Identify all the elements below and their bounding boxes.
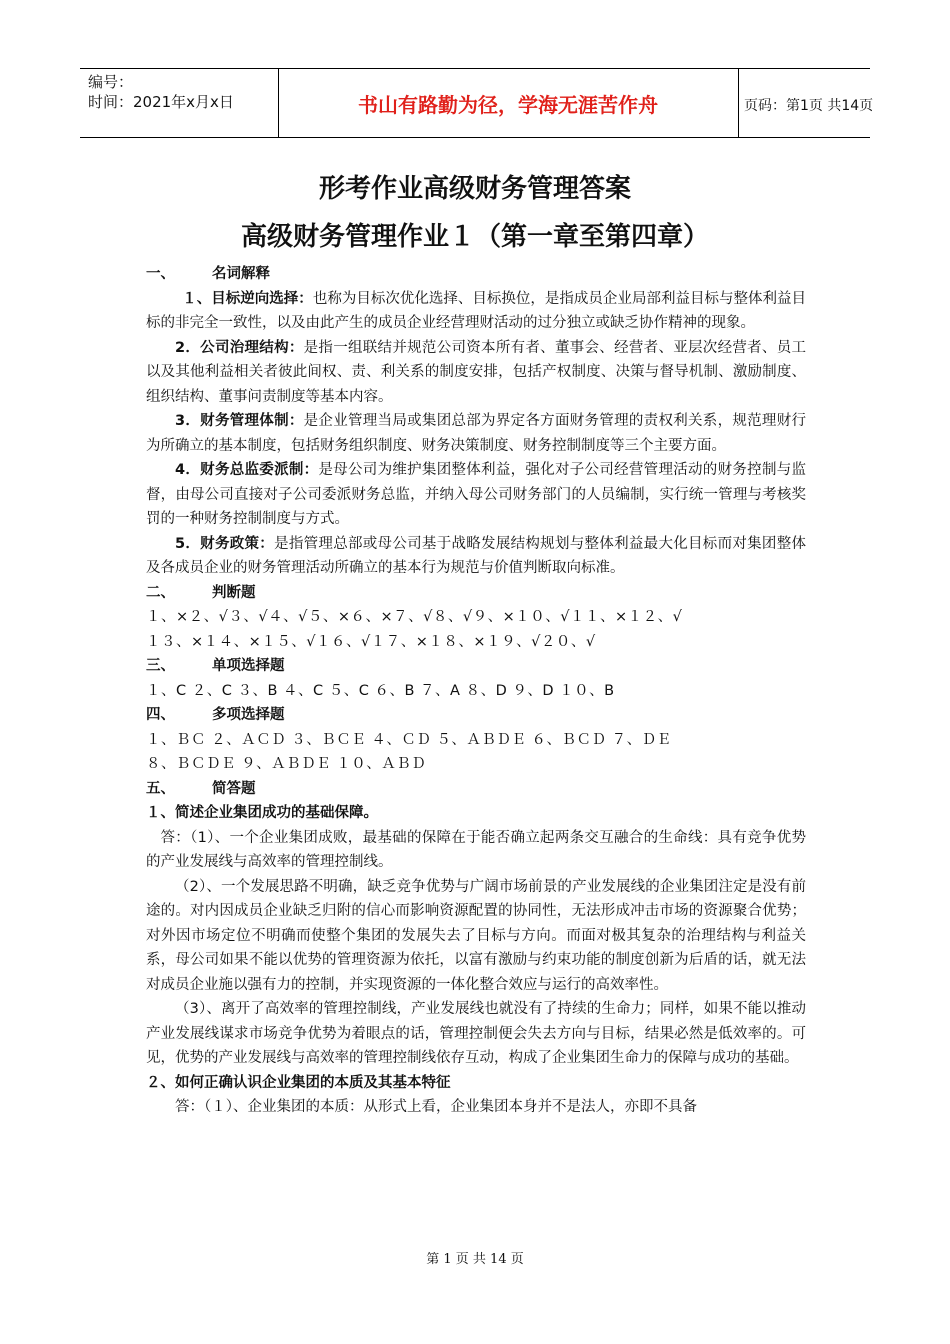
header-page-cell [738,69,874,137]
short-question: １、简述企业集团成功的基础保障。 [146,805,378,821]
document-time-label: 时间：2021年x月x日 [88,93,234,111]
term-name: 3．财务管理体制： [175,413,304,429]
section-label: 多项选择题 [212,707,285,723]
term-paragraph [146,336,806,410]
term-definition: 是企业管理当局或集团总部为界定各方面财务管理的责权利关系，规范理财行为所确立的基本制度，包括财务组织制度、财务决策制度、财务控制制度等三个主要方面。 [146,413,806,454]
header-left-cell [80,69,279,137]
section-number: 二、 [146,584,175,601]
page-header [80,68,874,138]
term-definition: 是指一组联结并规范公司资本所有者、董事会、经营者、亚层次经营者、员工以及其他利益相关者彼此间权、责、利关系的制度安排，包括产权制度、决策与督导机制、激励制度、组织结构、董事问责制度等基本内容。 [146,339,806,405]
document-body [146,262,806,1120]
document-number-label: 编号： [88,73,134,91]
document-title: 形考作业高级财务管理答案 [318,174,631,204]
section-heading-short-answer [146,777,806,802]
page-footer: 第 1 页 共 14 页 [426,1252,524,1267]
term-paragraph [146,458,806,532]
judge-answers-line: １、×２、√３、√４、√５、×６、×７、√８、√９、×１０、√１１、×１２、√ [146,609,683,625]
short-answer-paragraph: 答：（１）、企业集团的本质：从形式上看，企业集团本身并不是法人，亦即不具备 [175,1099,697,1115]
short-answer-paragraph: 答：（1）、一个企业集团成败，最基础的保障在于能否确立起两条交互融合的生命线：具有竞争优势的产业发展线与高效率的管理控制线。 [146,829,806,870]
section-label: 判断题 [212,584,256,601]
section-heading-single-choice [146,654,806,679]
section-label: 名词解释 [212,266,270,282]
multi-choice-answers-line: ８、ＢＣＤＥ ９、ＡＢＤＥ １０、ＡＢＤ [146,756,427,772]
section-heading-terms [146,262,806,287]
term-name: 4．财务总监委派制： [175,462,319,478]
section-number: 三、 [146,658,175,674]
term-definition: 也称为目标次优化选择、目标换位，是指成员企业局部利益目标与整体利益目标的非完全一致性，以及由此产生的成员企业经营理财活动的过分独立或缺乏协作精神的现象。 [146,290,807,331]
header-page-info: 页码：第1页 共14页 [744,98,874,114]
multi-choice-answers-line: １、ＢＣ ２、ＡＣＤ ３、ＢＣＥ ４、ＣＤ ５、ＡＢＤＥ ６、ＢＣＤ ７、ＤＥ [146,731,672,748]
section-number: 五、 [146,780,175,797]
document-subtitle: 高级财务管理作业１（第一章至第四章） [240,222,709,252]
short-answer-paragraph: （3）、离开了高效率的管理控制线，产业发展线也就没有了持续的生命力；同样，如果不能以推动产业发展线谋求市场竞争优势为着眼点的话，管理控制便会失去方向与目标，结果必然是低效率的。可见，优势的产业发展线与高效率的管理控制线依存互动，构成了企业集团生命力的保障与成功的基础。 [146,1001,806,1066]
section-heading-judge [146,581,806,606]
section-number: 四、 [146,707,175,723]
term-name: １、目标逆向选择： [182,290,313,307]
term-definition: 是指管理总部或母公司基于战略发展结构规划与整体利益最大化目标而对集团整体及各成员企业的财务管理活动所确立的基本行为规范与价值判断取向标准。 [146,535,806,576]
section-label: 简答题 [212,780,256,797]
header-motto: 书山有路勤为径，学海无涯苦作舟 [358,93,658,117]
section-number: 一、 [146,266,175,282]
section-heading-multi-choice [146,703,806,728]
term-name: 2．公司治理结构： [175,339,304,356]
single-choice-answers-line: １、C ２、C ３、B ４、C ５、C ６、B ７、A ８、D ９、D １０、B [146,682,615,699]
short-answer-paragraph: （2）、一个发展思路不明确，缺乏竞争优势与广阔市场前景的产业发展线的企业集团注定是没有前途的。对内因成员企业缺乏归附的信心而影响资源配置的协同性，无法形成冲击市场的资源聚合优势；对外因市场定位不明确而使整个集团的发展失去了目标与方向。而面对极其复杂的治理结构与利益关系，母公司如果不能以优势的管理资源为依托，以富有激励与约束功能的制度创新为后盾的话，就无法对成员企业施以强有力的控制，并实现资源的一体化整合效应与运行的高效率性。 [146,878,806,993]
term-name: 5．财务政策： [175,535,275,552]
judge-answers-line: １３、×１４、×１５、√１６、√１７、×１８、×１９、√２０、√ [146,633,596,650]
section-label: 单项选择题 [212,658,285,674]
short-question: ２、如何正确认识企业集团的本质及其基本特征 [146,1074,451,1091]
term-paragraph [146,409,806,458]
header-motto-cell [278,69,739,137]
term-paragraph [146,532,806,581]
term-definition: 是母公司为维护集团整体利益，强化对子公司经营管理活动的财务控制与监督，由母公司直接对子公司委派财务总监，并纳入母公司财务部门的人员编制，实行统一管理与考核奖罚的一种财务控制制度与方式。 [146,462,807,527]
term-paragraph [146,287,806,336]
